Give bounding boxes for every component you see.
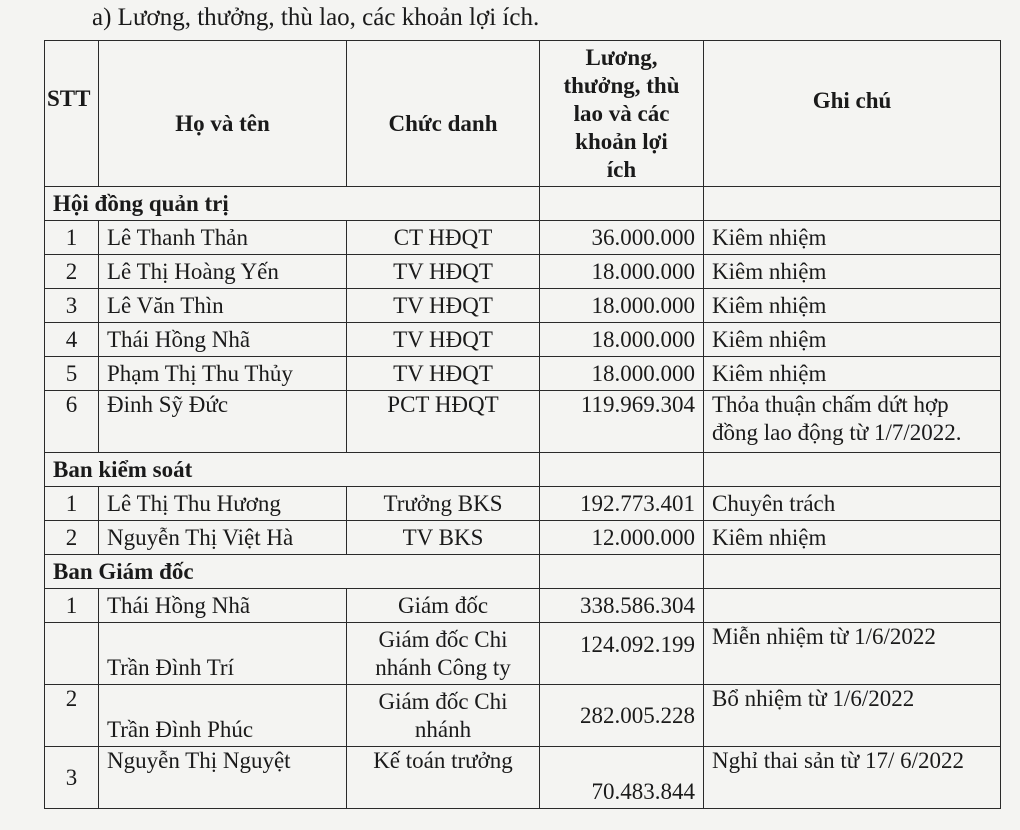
cell-stt: 1 xyxy=(45,487,99,521)
cell-amount: 124.092.199 xyxy=(540,623,704,685)
section-heading: a) Lương, thưởng, thù lao, các khoản lợi ích. xyxy=(92,4,540,31)
cell-note: Kiêm nhiệm xyxy=(704,357,1001,391)
compensation-table xyxy=(44,40,1001,809)
cell-note: Kiêm nhiệm xyxy=(704,255,1001,289)
cell-stt: 5 xyxy=(45,357,99,391)
cell-note: Nghỉ thai sản từ 17/ 6/2022 xyxy=(704,747,1001,809)
section-title: Hội đồng quản trị xyxy=(45,187,540,221)
cell-note: Miễn nhiệm từ 1/6/2022 xyxy=(704,623,1001,685)
table-header-row xyxy=(45,41,1001,187)
section-row-management xyxy=(45,555,1001,589)
cell-amount: 18.000.000 xyxy=(540,289,704,323)
cell-name: Lê Thị Hoàng Yến xyxy=(99,255,347,289)
cell-name: Lê Văn Thìn xyxy=(99,289,347,323)
cell-role: Trưởng BKS xyxy=(347,487,540,521)
table-row xyxy=(45,323,1001,357)
table-row xyxy=(45,623,1001,685)
cell-role: Giám đốc Chi nhánh xyxy=(347,685,540,747)
cell-note: Kiêm nhiệm xyxy=(704,521,1001,555)
table-row xyxy=(45,747,1001,809)
cell-stt: 2 xyxy=(45,685,99,747)
cell-role: Giám đốc Chi nhánh Công ty xyxy=(347,623,540,685)
cell-role: PCT HĐQT xyxy=(347,391,540,453)
cell-amount: 36.000.000 xyxy=(540,221,704,255)
section-title: Ban kiểm soát xyxy=(45,453,540,487)
section-row-board xyxy=(45,187,1001,221)
cell-role: TV HĐQT xyxy=(347,357,540,391)
section-title: Ban Giám đốc xyxy=(45,555,540,589)
cell-role: Giám đốc xyxy=(347,589,540,623)
cell-note: Kiêm nhiệm xyxy=(704,221,1001,255)
cell-amount: 192.773.401 xyxy=(540,487,704,521)
cell-role: TV BKS xyxy=(347,521,540,555)
cell-note: Thỏa thuận chấm dứt hợp đồng lao động từ 1/7/2022. xyxy=(704,391,1001,453)
header-name: Họ và tên xyxy=(99,41,347,187)
cell-name: Trần Đình Phúc xyxy=(99,685,347,747)
cell-stt: 6 xyxy=(45,391,99,453)
cell-role: Kế toán trưởng xyxy=(347,747,540,809)
cell-note: Bổ nhiệm từ 1/6/2022 xyxy=(704,685,1001,747)
table-row xyxy=(45,391,1001,453)
table-row xyxy=(45,487,1001,521)
header-note: Ghi chú xyxy=(704,41,1001,187)
table-row xyxy=(45,357,1001,391)
cell-name: Đinh Sỹ Đức xyxy=(99,391,347,453)
cell-name: Thái Hồng Nhã xyxy=(99,323,347,357)
cell-stt: 3 xyxy=(45,289,99,323)
table-row xyxy=(45,289,1001,323)
cell-stt: 1 xyxy=(45,589,99,623)
cell-name: Trần Đình Trí xyxy=(99,623,347,685)
cell-note: Kiêm nhiệm xyxy=(704,323,1001,357)
cell-amount: 338.586.304 xyxy=(540,589,704,623)
table-row xyxy=(45,255,1001,289)
cell-role: CT HĐQT xyxy=(347,221,540,255)
cell-name: Lê Thanh Thản xyxy=(99,221,347,255)
header-amount: Lương, thưởng, thù lao và các khoản lợi ích xyxy=(540,41,704,187)
cell-role: TV HĐQT xyxy=(347,255,540,289)
table-row xyxy=(45,685,1001,747)
table-row xyxy=(45,589,1001,623)
cell-amount: 18.000.000 xyxy=(540,357,704,391)
cell-name: Lê Thị Thu Hương xyxy=(99,487,347,521)
cell-stt: 3 xyxy=(45,747,99,809)
cell-stt: 4 xyxy=(45,323,99,357)
cell-stt: 2 xyxy=(45,255,99,289)
cell-amount: 70.483.844 xyxy=(540,747,704,809)
cell-stt: 2 xyxy=(45,521,99,555)
cell-note: Kiêm nhiệm xyxy=(704,289,1001,323)
section-row-supervisory xyxy=(45,453,1001,487)
cell-amount: 119.969.304 xyxy=(540,391,704,453)
cell-amount: 12.000.000 xyxy=(540,521,704,555)
cell-note xyxy=(704,589,1001,623)
cell-stt xyxy=(45,623,99,685)
cell-role: TV HĐQT xyxy=(347,289,540,323)
cell-name: Nguyễn Thị Việt Hà xyxy=(99,521,347,555)
cell-stt: 1 xyxy=(45,221,99,255)
header-role: Chức danh xyxy=(347,41,540,187)
cell-amount: 18.000.000 xyxy=(540,323,704,357)
cell-name: Nguyễn Thị Nguyệt xyxy=(99,747,347,809)
table-row xyxy=(45,521,1001,555)
table-row xyxy=(45,221,1001,255)
header-stt: STT xyxy=(45,41,99,187)
cell-amount: 18.000.000 xyxy=(540,255,704,289)
cell-name: Thái Hồng Nhã xyxy=(99,589,347,623)
cell-amount: 282.005.228 xyxy=(540,685,704,747)
cell-name: Phạm Thị Thu Thủy xyxy=(99,357,347,391)
cell-note: Chuyên trách xyxy=(704,487,1001,521)
cell-role: TV HĐQT xyxy=(347,323,540,357)
